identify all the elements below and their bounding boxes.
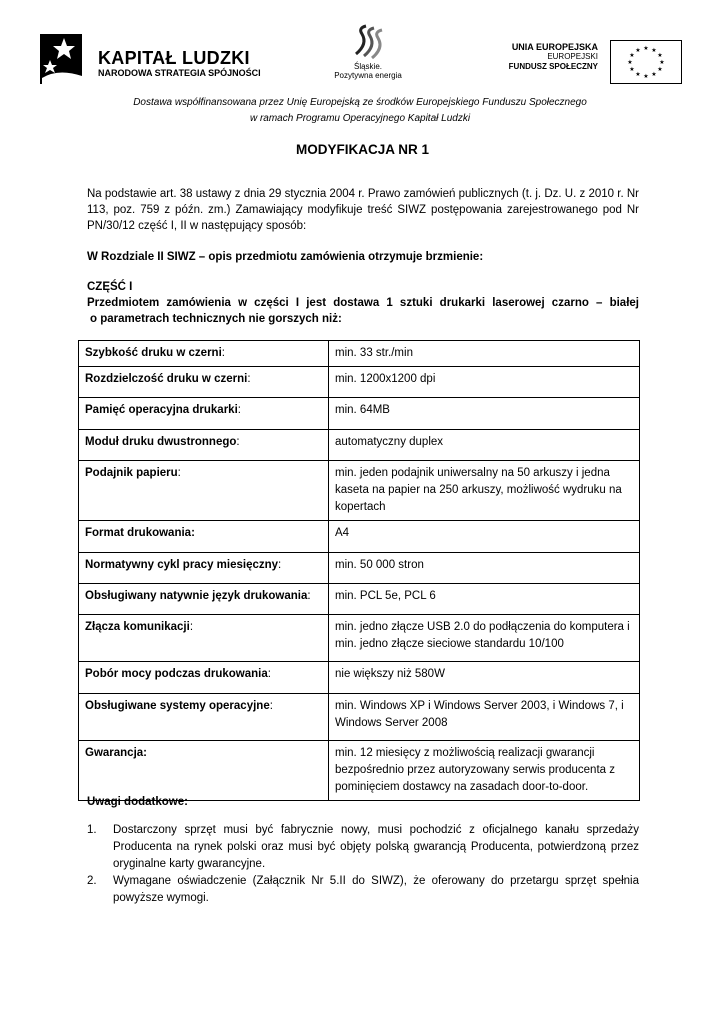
funding-line-1: Dostawa współfinansowana przez Unię Europejską ze środków Europejskiego Funduszu Społecznego <box>133 97 587 108</box>
spec-value: min. PCL 5e, PCL 6 <box>329 584 640 615</box>
star-icon <box>38 30 86 88</box>
spec-value: min. 50 000 stron <box>329 553 640 584</box>
spec-key-cell <box>79 461 329 521</box>
spec-key-cell <box>79 341 329 367</box>
page-header <box>0 0 725 92</box>
spec-key-suffix: : <box>247 373 251 385</box>
table-row <box>79 662 640 694</box>
list-item-number: 1. <box>87 824 97 836</box>
part-heading: CZĘŚĆ I <box>87 281 133 293</box>
slaskie-name: Śląskie. <box>353 62 382 71</box>
spec-key-suffix: : <box>278 559 282 571</box>
spec-key: Obsługiwany natywnie język drukowania <box>85 590 308 602</box>
kapital-ludzki-subtitle: NARODOWA STRATEGIA SPÓJNOŚCI <box>98 68 261 78</box>
spec-table-body <box>79 341 640 801</box>
spec-key-cell <box>79 584 329 615</box>
eu-line-2: EUROPEJSKI <box>547 52 598 61</box>
spec-key-cell <box>79 521 329 553</box>
spec-value: A4 <box>329 521 640 553</box>
table-row <box>79 367 640 398</box>
document-title: MODYFIKACJA NR 1 <box>295 142 429 157</box>
spec-key-cell <box>79 615 329 662</box>
funding-line-2: w ramach Programu Operacyjnego Kapitał Ludzki <box>249 113 471 124</box>
spec-value: min. 33 str./min <box>329 341 640 367</box>
spec-key: Obsługiwane systemy operacyjne <box>85 700 270 712</box>
spec-value: min. 64MB <box>329 398 640 430</box>
eu-fund-label <box>480 42 598 72</box>
spec-value: min. jedno złącze USB 2.0 do podłączenia do komputera i min. jedno złącze sieciowe standardu 10/100 <box>329 615 640 662</box>
part-description-line-1: Przedmiotem zamówienia w części I jest dostawa 1 sztuki drukarki laserowej czarno – białej <box>87 297 639 309</box>
table-row <box>79 694 640 741</box>
spec-value: automatyczny duplex <box>329 430 640 461</box>
svg-text:★: ★ <box>643 73 649 80</box>
spec-value: min. 12 miesięcy z możliwością realizacji gwarancji bezpośrednio przez autoryzowany serwis producenta z pominięciem dostawcy na zasadach door-to-door. <box>329 741 640 801</box>
list-item <box>87 873 639 907</box>
spec-key: Podajnik papieru <box>85 467 178 479</box>
table-row <box>79 461 640 521</box>
svg-text:★: ★ <box>629 52 635 59</box>
table-row <box>79 741 640 801</box>
section-heading: W Rozdziale II SIWZ – opis przedmiotu zamówienia otrzymuje brzmienie: <box>87 251 484 263</box>
intro-paragraph: Na podstawie art. 38 ustawy z dnia 29 stycznia 2004 r. Prawo zamówień publicznych (t. j. Dz. U. z 2010 r. Nr 113, poz. 759 z późn. zm.) Zamawiający modyfikuje treść SIWZ postępowania zarejestrowanego pod Nr PN/30/12 część I, II w następujący sposób: <box>87 188 639 232</box>
eu-stars-icon <box>611 41 681 83</box>
spec-key-suffix: : <box>267 668 271 680</box>
spec-key: Normatywny cykl pracy miesięczny <box>85 559 279 571</box>
table-row <box>79 553 640 584</box>
spec-key: Moduł druku dwustronnego <box>85 436 237 448</box>
spec-key-cell <box>79 694 329 741</box>
spec-key-cell <box>79 398 329 430</box>
svg-text:★: ★ <box>657 66 663 73</box>
spec-key-suffix: : <box>269 700 273 712</box>
svg-text:★: ★ <box>635 71 641 78</box>
svg-text:★: ★ <box>643 45 649 52</box>
spec-key-cell <box>79 367 329 398</box>
spec-key-cell <box>79 430 329 461</box>
spec-key: Rozdzielczość druku w czerni <box>85 373 248 385</box>
spec-table <box>78 340 640 801</box>
spec-key: Szybkość druku w czerni <box>85 347 222 359</box>
table-row <box>79 430 640 461</box>
spec-value: min. jeden podajnik uniwersalny na 50 arkuszy i jedna kaseta na papier na 250 arkuszy, możliwość wydruku na kopertach <box>329 461 640 521</box>
spec-key: Format drukowania: <box>85 527 195 539</box>
spec-key-suffix: : <box>307 590 311 602</box>
svg-text:★: ★ <box>629 66 635 73</box>
spec-key: Pobór mocy podczas drukowania <box>85 668 268 680</box>
svg-text:★: ★ <box>659 59 665 66</box>
spec-key: Pamięć operacyjna drukarki <box>85 404 238 416</box>
svg-text:★: ★ <box>635 47 641 54</box>
spec-key-suffix: : <box>237 404 241 416</box>
spec-key-cell <box>79 553 329 584</box>
svg-text:★: ★ <box>651 47 657 54</box>
list-item-number: 2. <box>87 875 97 887</box>
slaskie-wave-icon <box>348 24 388 60</box>
spec-key-suffix: : <box>189 621 194 633</box>
notes-heading: Uwagi dodatkowe: <box>87 796 188 808</box>
svg-text:★: ★ <box>627 59 633 66</box>
spec-key: Gwarancja: <box>85 747 147 759</box>
notes-list <box>87 822 639 907</box>
list-item-text: Wymagane oświadczenie (Załącznik Nr 5.II do SIWZ), że oferowany do przetargu sprzęt spełnia powyższe wymogi. <box>113 875 639 904</box>
table-row <box>79 341 640 367</box>
list-item <box>87 822 639 873</box>
part-description-line-2: o parametrach technicznych nie gorszych niż: <box>90 313 342 325</box>
slaskie-tagline: Pozytywna energia <box>334 71 402 80</box>
eu-line-3: FUNDUSZ SPOŁECZNY <box>508 62 598 71</box>
kapital-ludzki-title: KAPITAŁ LUDZKI <box>98 48 250 68</box>
eu-flag <box>610 40 682 84</box>
spec-key-suffix: : <box>236 436 240 448</box>
spec-value: min. Windows XP i Windows Server 2003, i Windows 7, i Windows Server 2008 <box>329 694 640 741</box>
funding-note <box>60 95 660 127</box>
kapital-ludzki-logo <box>38 30 278 90</box>
table-row <box>79 584 640 615</box>
slaskie-logo <box>328 24 408 86</box>
spec-value: nie większy niż 580W <box>329 662 640 694</box>
eu-line-1: UNIA EUROPEJSKA <box>511 42 598 52</box>
svg-text:★: ★ <box>657 52 663 59</box>
table-row <box>79 398 640 430</box>
spec-key-suffix: : <box>177 467 181 479</box>
table-row <box>79 521 640 553</box>
table-row <box>79 615 640 662</box>
svg-text:★: ★ <box>651 71 657 78</box>
spec-key-cell <box>79 741 329 801</box>
spec-value: min. 1200x1200 dpi <box>329 367 640 398</box>
spec-key: Złącza komunikacji <box>85 621 190 633</box>
list-item-text: Dostarczony sprzęt musi być fabrycznie nowy, musi pochodzić z oficjalnego kanału sprzedaży Producenta na rynek polski oraz musi być objęty polską gwarancją Producenta, potwierdzoną przez oryginalne karty gwarancyjne. <box>113 824 639 870</box>
spec-key-suffix: : <box>221 347 225 359</box>
spec-key-cell <box>79 662 329 694</box>
